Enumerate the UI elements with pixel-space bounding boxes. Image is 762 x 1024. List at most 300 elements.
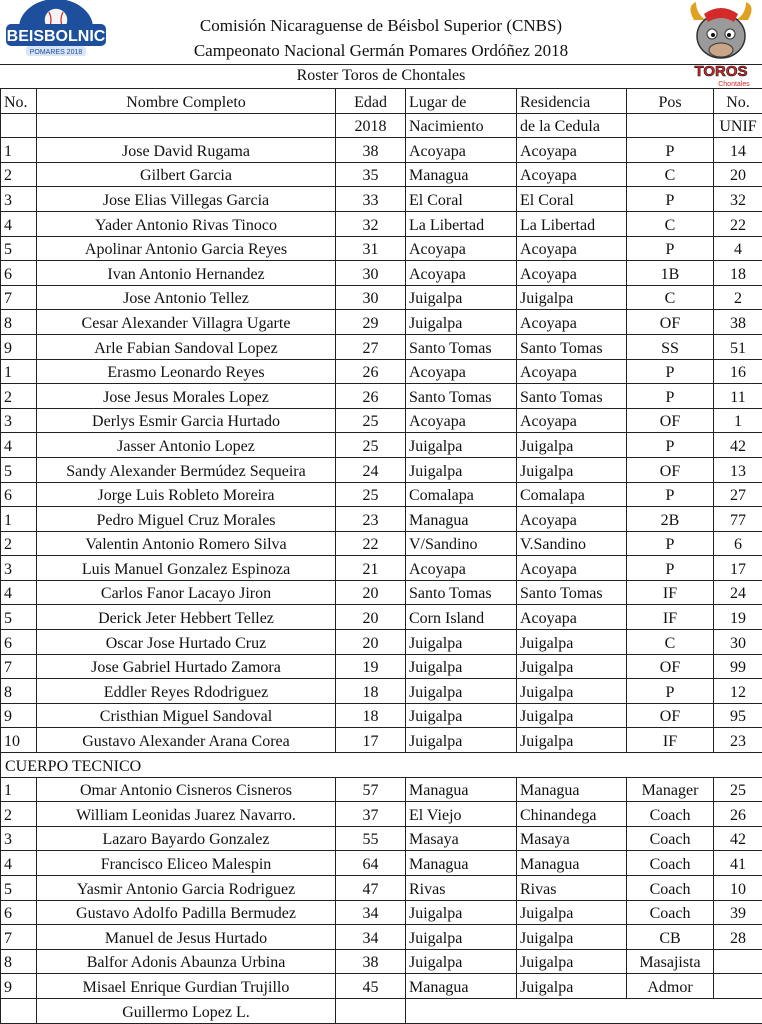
row-number: 2: [1, 384, 37, 409]
uniform-number: 6: [714, 531, 762, 556]
position: Masajista: [627, 949, 714, 974]
staff-section-row: [1, 753, 762, 778]
row-number: 7: [1, 285, 37, 310]
uniform-number: [714, 974, 762, 999]
col-header-birth-sub: Nacimiento: [406, 113, 517, 138]
player-row: [1, 236, 762, 261]
player-row: [1, 531, 762, 556]
age: 55: [336, 826, 406, 851]
birthplace: El Coral: [406, 187, 517, 212]
uniform-number: 39: [714, 900, 762, 925]
birthplace: Acoyapa: [406, 359, 517, 384]
position: C: [627, 630, 714, 655]
residence: Juigalpa: [517, 900, 627, 925]
uniform-number: 12: [714, 679, 762, 704]
birthplace: Santo Tomas: [406, 580, 517, 605]
player-row: [1, 482, 762, 507]
residence: Masaya: [517, 826, 627, 851]
row-number: 8: [1, 949, 37, 974]
birthplace: Masaya: [406, 826, 517, 851]
uniform-number: 42: [714, 433, 762, 458]
position: P: [627, 433, 714, 458]
full-name: Jose Antonio Tellez: [37, 285, 336, 310]
staff-row: [1, 826, 762, 851]
birthplace: Managua: [406, 777, 517, 802]
age: 30: [336, 261, 406, 286]
residence: Managua: [517, 777, 627, 802]
residence: Managua: [517, 851, 627, 876]
full-name: Erasmo Leonardo Reyes: [37, 359, 336, 384]
row-number: 3: [1, 187, 37, 212]
age: 64: [336, 851, 406, 876]
row-number: 7: [1, 654, 37, 679]
uniform-number: 24: [714, 580, 762, 605]
row-number: 9: [1, 334, 37, 359]
residence: Juigalpa: [517, 654, 627, 679]
staff-row: [1, 925, 762, 950]
position: OF: [627, 310, 714, 335]
footer-row: [1, 998, 762, 1023]
player-row: [1, 556, 762, 581]
birthplace: Acoyapa: [406, 261, 517, 286]
age: 45: [336, 974, 406, 999]
age: 18: [336, 679, 406, 704]
col-header-residence-sub: de la Cedula: [517, 113, 627, 138]
row-number: 3: [1, 826, 37, 851]
full-name: Yasmir Antonio Garcia Rodriguez: [37, 876, 336, 901]
full-name: Lazaro Bayardo Gonzalez: [37, 826, 336, 851]
position: C: [627, 211, 714, 236]
birthplace: Santo Tomas: [406, 334, 517, 359]
age: 20: [336, 630, 406, 655]
uniform-number: 18: [714, 261, 762, 286]
birthplace: Juigalpa: [406, 679, 517, 704]
roster-table: [0, 88, 762, 1024]
roster-body: [1, 89, 762, 1024]
age: 32: [336, 211, 406, 236]
full-name: Balfor Adonis Abaunza Urbina: [37, 949, 336, 974]
row-number: 6: [1, 261, 37, 286]
player-row: [1, 384, 762, 409]
residence: Acoyapa: [517, 310, 627, 335]
header-line-3: Roster Toros de Chontales: [296, 67, 466, 84]
full-name: Carlos Fanor Lacayo Jiron: [37, 580, 336, 605]
logo-right-sub: Chontales: [718, 81, 750, 88]
row-number: 4: [1, 851, 37, 876]
uniform-number: 10: [714, 876, 762, 901]
birthplace: Managua: [406, 974, 517, 999]
full-name: Yader Antonio Rivas Tinoco: [37, 211, 336, 236]
birthplace: El Viejo: [406, 802, 517, 827]
full-name: Jasser Antonio Lopez: [37, 433, 336, 458]
residence: Acoyapa: [517, 236, 627, 261]
residence: Comalapa: [517, 482, 627, 507]
uniform-number: 22: [714, 211, 762, 236]
uniform-number: 25: [714, 777, 762, 802]
position: IF: [627, 605, 714, 630]
age: 23: [336, 507, 406, 532]
player-row: [1, 261, 762, 286]
position: Coach: [627, 826, 714, 851]
age: 21: [336, 556, 406, 581]
position: OF: [627, 654, 714, 679]
player-row: [1, 728, 762, 753]
age: 31: [336, 236, 406, 261]
birthplace: Juigalpa: [406, 630, 517, 655]
player-row: [1, 310, 762, 335]
uniform-number: 17: [714, 556, 762, 581]
age: 29: [336, 310, 406, 335]
col-header-birth: Lugar de: [406, 89, 517, 114]
logo-left-sub: POMARES 2018: [29, 49, 83, 56]
player-row: [1, 654, 762, 679]
row-number: 2: [1, 802, 37, 827]
residence: Juigalpa: [517, 949, 627, 974]
row-number: 9: [1, 703, 37, 728]
row-number: 2: [1, 162, 37, 187]
position: CB: [627, 925, 714, 950]
position: OF: [627, 457, 714, 482]
birthplace: Corn Island: [406, 605, 517, 630]
row-number: 3: [1, 556, 37, 581]
uniform-number: 20: [714, 162, 762, 187]
position: P: [627, 187, 714, 212]
player-row: [1, 703, 762, 728]
birthplace: Juigalpa: [406, 654, 517, 679]
uniform-number: 77: [714, 507, 762, 532]
full-name: Cristhian Miguel Sandoval: [37, 703, 336, 728]
position: 1B: [627, 261, 714, 286]
col-header-unif: No.: [714, 89, 762, 114]
full-name: Misael Enrique Gurdian Trujillo: [37, 974, 336, 999]
age: 47: [336, 876, 406, 901]
birthplace: Juigalpa: [406, 310, 517, 335]
staff-row: [1, 777, 762, 802]
staff-row: [1, 851, 762, 876]
uniform-number: 38: [714, 310, 762, 335]
residence: Acoyapa: [517, 359, 627, 384]
residence: Acoyapa: [517, 261, 627, 286]
position: IF: [627, 728, 714, 753]
header-subrow: [1, 113, 762, 138]
player-row: [1, 138, 762, 163]
uniform-number: 19: [714, 605, 762, 630]
residence: Santo Tomas: [517, 384, 627, 409]
row-number: 10: [1, 728, 37, 753]
uniform-number: 2: [714, 285, 762, 310]
uniform-number: 99: [714, 654, 762, 679]
position: Coach: [627, 851, 714, 876]
uniform-number: 95: [714, 703, 762, 728]
position: P: [627, 384, 714, 409]
col-header-name: Nombre Completo: [37, 89, 336, 114]
player-row: [1, 457, 762, 482]
row-number: 1: [1, 359, 37, 384]
age: 24: [336, 457, 406, 482]
row-number: 3: [1, 408, 37, 433]
full-name: Gustavo Adolfo Padilla Bermudez: [37, 900, 336, 925]
position: P: [627, 359, 714, 384]
row-number: 4: [1, 580, 37, 605]
full-name: Jorge Luis Robleto Moreira: [37, 482, 336, 507]
position: IF: [627, 580, 714, 605]
player-row: [1, 162, 762, 187]
staff-row: [1, 949, 762, 974]
header-row: [1, 89, 762, 114]
uniform-number: 51: [714, 334, 762, 359]
residence: El Coral: [517, 187, 627, 212]
row-number: 4: [1, 433, 37, 458]
full-name: Valentin Antonio Romero Silva: [37, 531, 336, 556]
residence: Rivas: [517, 876, 627, 901]
age: 20: [336, 605, 406, 630]
age: 34: [336, 925, 406, 950]
position: P: [627, 236, 714, 261]
position: P: [627, 138, 714, 163]
birthplace: Acoyapa: [406, 556, 517, 581]
col-header-unif-sub: UNIF: [714, 113, 762, 138]
age: 38: [336, 138, 406, 163]
full-name: Jose Gabriel Hurtado Zamora: [37, 654, 336, 679]
full-name: Cesar Alexander Villagra Ugarte: [37, 310, 336, 335]
full-name: Jose Jesus Morales Lopez: [37, 384, 336, 409]
player-row: [1, 408, 762, 433]
toros-logo: [682, 0, 760, 88]
age: 25: [336, 482, 406, 507]
uniform-number: 13: [714, 457, 762, 482]
residence: Juigalpa: [517, 285, 627, 310]
uniform-number: 26: [714, 802, 762, 827]
residence: Juigalpa: [517, 630, 627, 655]
age: 33: [336, 187, 406, 212]
uniform-number: 23: [714, 728, 762, 753]
player-row: [1, 580, 762, 605]
full-name: Jose David Rugama: [37, 138, 336, 163]
birthplace: V/Sandino: [406, 531, 517, 556]
residence: Acoyapa: [517, 138, 627, 163]
header-line-2: Campeonato Nacional Germán Pomares Ordóñez 2018: [193, 41, 569, 60]
residence: La Libertad: [517, 211, 627, 236]
age: 25: [336, 433, 406, 458]
position: Coach: [627, 900, 714, 925]
full-name: Eddler Reyes Rdodriguez: [37, 679, 336, 704]
residence: Juigalpa: [517, 703, 627, 728]
position: Manager: [627, 777, 714, 802]
player-row: [1, 679, 762, 704]
player-row: [1, 359, 762, 384]
residence: Juigalpa: [517, 457, 627, 482]
birthplace: Acoyapa: [406, 408, 517, 433]
position: OF: [627, 703, 714, 728]
residence: V.Sandino: [517, 531, 627, 556]
uniform-number: 32: [714, 187, 762, 212]
residence: Juigalpa: [517, 974, 627, 999]
col-header-age-sub: 2018: [336, 113, 406, 138]
full-name: Oscar Jose Hurtado Cruz: [37, 630, 336, 655]
full-name: William Leonidas Juarez Navarro.: [37, 802, 336, 827]
full-name: Arle Fabian Sandoval Lopez: [37, 334, 336, 359]
position: P: [627, 531, 714, 556]
uniform-number: 1: [714, 408, 762, 433]
full-name: Francisco Eliceo Malespin: [37, 851, 336, 876]
position: OF: [627, 408, 714, 433]
logo-right-text: TOROS: [694, 63, 748, 80]
position: C: [627, 162, 714, 187]
residence: Juigalpa: [517, 925, 627, 950]
age: 22: [336, 531, 406, 556]
position: Coach: [627, 876, 714, 901]
staff-section-title: CUERPO TECNICO: [1, 753, 762, 778]
uniform-number: 16: [714, 359, 762, 384]
residence: Acoyapa: [517, 507, 627, 532]
birthplace: Comalapa: [406, 482, 517, 507]
full-name: Ivan Antonio Hernandez: [37, 261, 336, 286]
logo-left-text: BEISBOLNIC: [6, 28, 106, 45]
birthplace: Juigalpa: [406, 703, 517, 728]
uniform-number: 42: [714, 826, 762, 851]
row-number: 6: [1, 630, 37, 655]
player-row: [1, 605, 762, 630]
full-name: Gustavo Alexander Arana Corea: [37, 728, 336, 753]
uniform-number: 30: [714, 630, 762, 655]
age: 34: [336, 900, 406, 925]
col-header-age: Edad: [336, 89, 406, 114]
full-name: Gilbert Garcia: [37, 162, 336, 187]
row-number: 5: [1, 236, 37, 261]
age: 35: [336, 162, 406, 187]
residence: Juigalpa: [517, 433, 627, 458]
age: 20: [336, 580, 406, 605]
uniform-number: 41: [714, 851, 762, 876]
position: P: [627, 679, 714, 704]
birthplace: La Libertad: [406, 211, 517, 236]
birthplace: Managua: [406, 162, 517, 187]
player-row: [1, 285, 762, 310]
row-number: 4: [1, 211, 37, 236]
age: 30: [336, 285, 406, 310]
residence: Santo Tomas: [517, 580, 627, 605]
age: 18: [336, 703, 406, 728]
footer-name: Guillermo Lopez L.: [37, 998, 336, 1023]
header-line-1: Comisión Nicaraguense de Béisbol Superior (CNBS): [199, 16, 563, 35]
row-number: 1: [1, 507, 37, 532]
birthplace: Juigalpa: [406, 285, 517, 310]
player-row: [1, 630, 762, 655]
uniform-number: 27: [714, 482, 762, 507]
row-number: 9: [1, 974, 37, 999]
row-number: 6: [1, 900, 37, 925]
staff-row: [1, 876, 762, 901]
residence: Acoyapa: [517, 408, 627, 433]
player-row: [1, 507, 762, 532]
uniform-number: 28: [714, 925, 762, 950]
birthplace: Managua: [406, 851, 517, 876]
position: 2B: [627, 507, 714, 532]
full-name: Omar Antonio Cisneros Cisneros: [37, 777, 336, 802]
col-header-no: No.: [1, 89, 37, 114]
birthplace: Acoyapa: [406, 138, 517, 163]
birthplace: Juigalpa: [406, 925, 517, 950]
age: 26: [336, 384, 406, 409]
staff-row: [1, 900, 762, 925]
row-number: 8: [1, 679, 37, 704]
residence: Acoyapa: [517, 556, 627, 581]
residence: Acoyapa: [517, 605, 627, 630]
full-name: Sandy Alexander Bermúdez Sequeira: [37, 457, 336, 482]
row-number: 1: [1, 138, 37, 163]
position: C: [627, 285, 714, 310]
position: P: [627, 482, 714, 507]
age: 38: [336, 949, 406, 974]
staff-row: [1, 974, 762, 999]
row-number: 1: [1, 777, 37, 802]
age: 26: [336, 359, 406, 384]
full-name: Luis Manuel Gonzalez Espinoza: [37, 556, 336, 581]
full-name: Derick Jeter Hebbert Tellez: [37, 605, 336, 630]
residence: Juigalpa: [517, 728, 627, 753]
age: 19: [336, 654, 406, 679]
row-number: 6: [1, 482, 37, 507]
row-number: 2: [1, 531, 37, 556]
age: 37: [336, 802, 406, 827]
birthplace: Rivas: [406, 876, 517, 901]
position: Admor: [627, 974, 714, 999]
uniform-number: [714, 949, 762, 974]
full-name: Manuel de Jesus Hurtado: [37, 925, 336, 950]
birthplace: Juigalpa: [406, 728, 517, 753]
uniform-number: 4: [714, 236, 762, 261]
staff-row: [1, 802, 762, 827]
birthplace: Acoyapa: [406, 236, 517, 261]
birthplace: Juigalpa: [406, 949, 517, 974]
full-name: Apolinar Antonio Garcia Reyes: [37, 236, 336, 261]
full-name: Pedro Miguel Cruz Morales: [37, 507, 336, 532]
age: 57: [336, 777, 406, 802]
full-name: Jose Elias Villegas Garcia: [37, 187, 336, 212]
residence: Juigalpa: [517, 679, 627, 704]
row-number: 8: [1, 310, 37, 335]
residence: Acoyapa: [517, 162, 627, 187]
position: Coach: [627, 802, 714, 827]
position: SS: [627, 334, 714, 359]
residence: Santo Tomas: [517, 334, 627, 359]
uniform-number: 14: [714, 138, 762, 163]
birthplace: Juigalpa: [406, 900, 517, 925]
birthplace: Juigalpa: [406, 433, 517, 458]
birthplace: Juigalpa: [406, 457, 517, 482]
player-row: [1, 211, 762, 236]
row-number: 5: [1, 457, 37, 482]
position: P: [627, 556, 714, 581]
player-row: [1, 187, 762, 212]
birthplace: Managua: [406, 507, 517, 532]
row-number: 7: [1, 925, 37, 950]
col-header-pos: Pos: [627, 89, 714, 114]
residence: Chinandega: [517, 802, 627, 827]
birthplace: Santo Tomas: [406, 384, 517, 409]
age: 27: [336, 334, 406, 359]
uniform-number: 11: [714, 384, 762, 409]
age: 25: [336, 408, 406, 433]
full-name: Derlys Esmir Garcia Hurtado: [37, 408, 336, 433]
row-number: 5: [1, 605, 37, 630]
col-header-residence: Residencia: [517, 89, 627, 114]
player-row: [1, 334, 762, 359]
document-header: [0, 0, 762, 90]
age: 17: [336, 728, 406, 753]
row-number: 5: [1, 876, 37, 901]
player-row: [1, 433, 762, 458]
